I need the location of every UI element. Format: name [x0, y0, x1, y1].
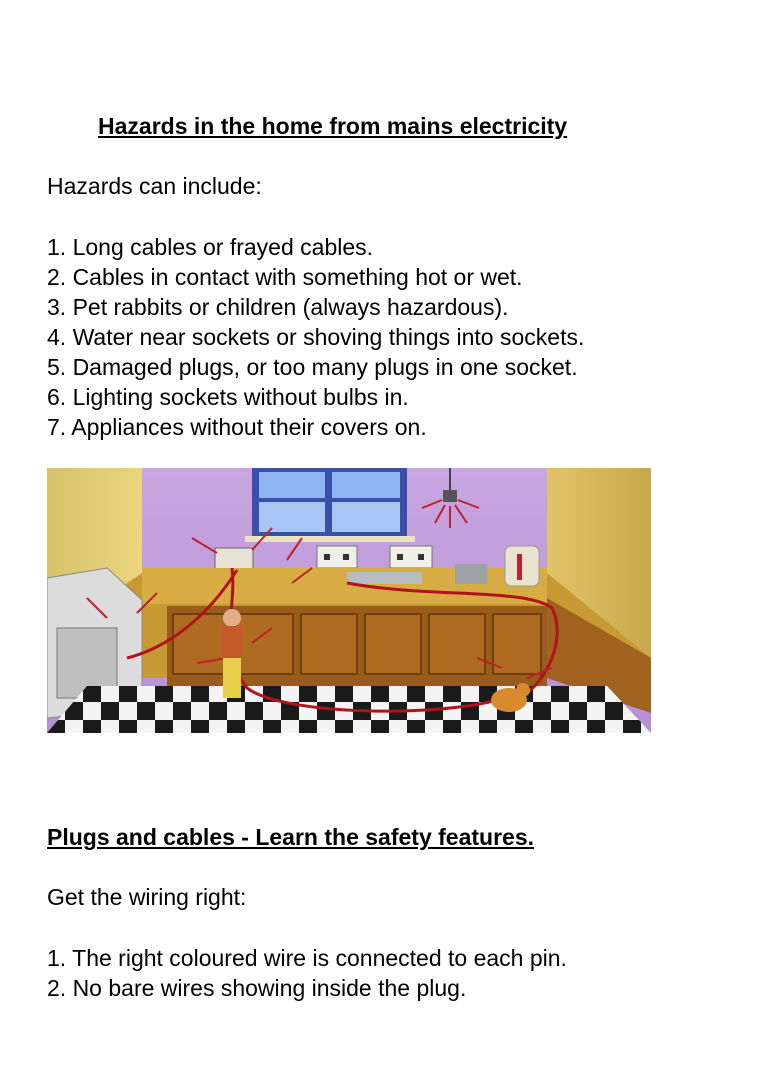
list-item: 6. Lighting sockets without bulbs in. — [47, 384, 409, 410]
list-item: 5. Damaged plugs, or too many plugs in one socket. — [47, 354, 578, 380]
list-item: 7. Appliances without their covers on. — [47, 414, 427, 440]
section-title-plugs: Plugs and cables - Learn the safety features. — [47, 824, 534, 850]
wiring-intro: Get the wiring right: — [47, 884, 247, 910]
wiring-list — [47, 943, 567, 1003]
hazards-intro: Hazards can include: — [47, 173, 262, 199]
list-item: 1. The right coloured wire is connected to each pin. — [47, 945, 567, 971]
hazards-list — [47, 232, 584, 442]
kitchen-hazards-illustration — [47, 468, 651, 733]
list-item: 4. Water near sockets or shoving things into sockets. — [47, 324, 585, 350]
list-item: 2. Cables in contact with something hot or wet. — [47, 264, 523, 290]
section-title-hazards: Hazards in the home from mains electricity — [98, 113, 568, 139]
list-item: 2. No bare wires showing inside the plug. — [47, 975, 467, 1001]
list-item: 3. Pet rabbits or children (always hazardous). — [47, 294, 509, 320]
list-item: 1. Long cables or frayed cables. — [47, 234, 374, 260]
